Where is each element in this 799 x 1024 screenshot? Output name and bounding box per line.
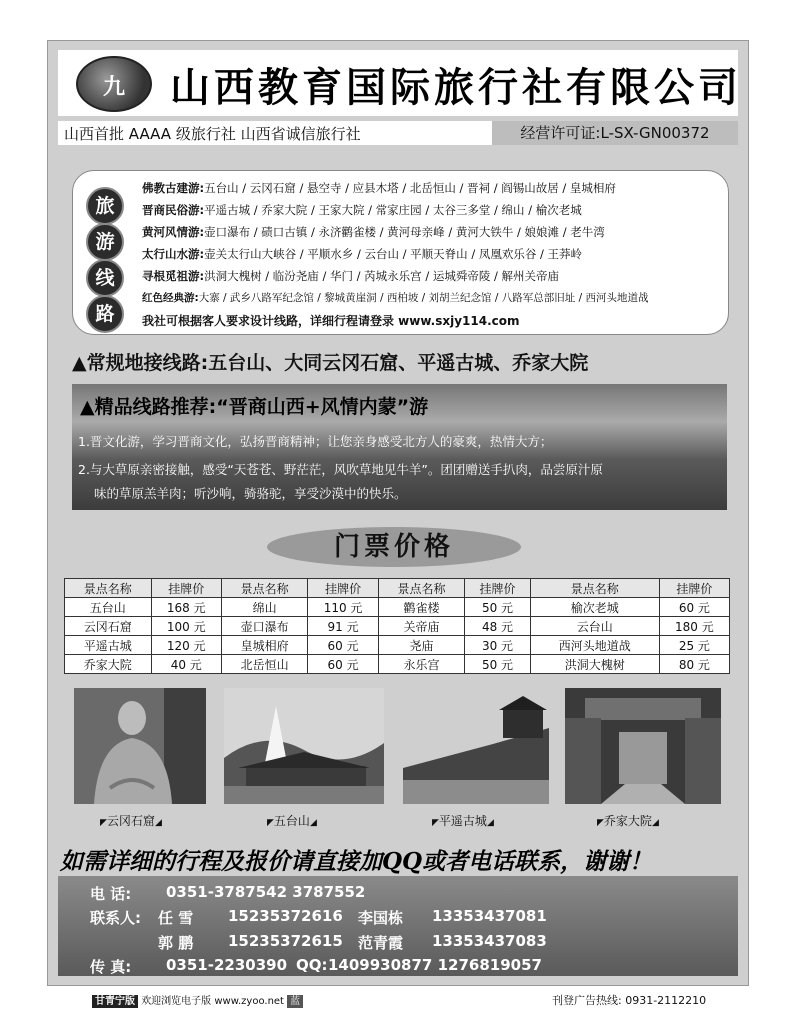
table-cell: 皇城相府 (221, 636, 308, 655)
table-cell: 50 元 (465, 598, 530, 617)
premium-line-2: 2.与大草原亲密接触，感受“天苍苍、野茫茫，风吹草地见牛羊”。团团赠送手扒肉，品尝原汁原 (78, 462, 603, 477)
contact-phone: 13353437083 (432, 932, 547, 950)
table-cell: 鹳雀楼 (378, 598, 465, 617)
contact-person-label: 联系人: (90, 909, 141, 927)
contact-name: 郭 鹏 (158, 934, 194, 952)
white-pagoda-image (224, 688, 384, 804)
photo-qiao-family-compound (565, 688, 721, 804)
logo-text: 九 (102, 74, 125, 100)
table-cell: 25 元 (659, 636, 729, 655)
table-cell: 榆次老城 (530, 598, 659, 617)
qq-label: QQ: (296, 956, 328, 974)
city-wall-image (403, 688, 549, 804)
browse-text: 欢迎浏览电子版 www.zyoo.net (141, 996, 284, 1007)
col-header: 挂牌价 (659, 579, 729, 598)
route-badge-2: 游 (86, 223, 124, 261)
route-note: 我社可根据客人要求设计线路，详细行程请登录 www.sxjy114.com (142, 314, 520, 328)
route-item: 太行山水游:壶关太行山大峡谷 / 平顺水乡 / 云台山 / 平顺天脊山 / 凤凰欢乐谷 / 王莽岭 (142, 247, 583, 261)
license-number: 经营许可证:L-SX-GN00372 (492, 121, 738, 145)
company-name: 山西教育国际旅行社有限公司 (170, 64, 742, 111)
table-cell: 120 元 (151, 636, 221, 655)
tel-value: 0351-3787542 3787552 (166, 883, 366, 901)
table-cell: 60 元 (659, 598, 729, 617)
color-tag: 蓝 (287, 995, 303, 1008)
route-item: 黄河风情游:壶口瀑布 / 碛口古镇 / 永济鹳雀楼 / 黄河母亲峰 / 黄河大铁牛 / 娘娘滩 / 老牛湾 (142, 225, 605, 239)
table-cell: 乔家大院 (65, 655, 152, 674)
col-header: 挂牌价 (465, 579, 530, 598)
ad-hotline: 刊登广告热线: 0931-2112210 (552, 994, 707, 1007)
table-cell: 北岳恒山 (221, 655, 308, 674)
table-cell: 西河头地道战 (530, 636, 659, 655)
route-item: 红色经典游:大寨 / 武乡八路军纪念馆 / 黎城黄崖洞 / 西柏坡 / 刘胡兰纪念馆 / 八路军总部旧址 / 西河头地道战 (142, 292, 649, 304)
contact-panel (58, 876, 738, 976)
col-header: 景点名称 (378, 579, 465, 598)
premium-line-1: 1.晋文化游，学习晋商文化，弘扬晋商精神；让您亲身感受北方人的豪爽，热情大方； (78, 434, 553, 449)
sub-bar (58, 121, 738, 145)
caption-wutai: ◤ 五台山 ◢ (267, 812, 317, 829)
table-row (65, 617, 730, 636)
table-cell: 100 元 (151, 617, 221, 636)
contact-phone: 15235372615 (228, 932, 343, 950)
table-cell: 48 元 (465, 617, 530, 636)
table-cell: 60 元 (308, 636, 378, 655)
table-cell: 五台山 (65, 598, 152, 617)
route-badge-3: 线 (86, 259, 124, 297)
table-cell: 关帝庙 (378, 617, 465, 636)
premium-line-3: 味的草原羔羊肉；听沙响，骑骆驼，享受沙漠中的快乐。 (94, 486, 407, 501)
table-cell: 91 元 (308, 617, 378, 636)
company-logo (76, 56, 152, 112)
route-badge-4: 路 (86, 295, 124, 333)
table-header-row (65, 579, 730, 598)
tour-routes-panel (72, 170, 729, 335)
photo-pingyao-ancient-city (403, 688, 549, 804)
contact-name: 李国栋 (358, 909, 404, 927)
qq-value: 1409930877 1276819057 (328, 956, 542, 974)
table-cell: 40 元 (151, 655, 221, 674)
company-credentials: 山西首批 AAAA 级旅行社 山西省诚信旅行社 (64, 125, 361, 143)
caption-pingyao: ◤ 平遥古城 ◢ (432, 812, 494, 829)
col-header: 挂牌价 (151, 579, 221, 598)
table-cell: 尧庙 (378, 636, 465, 655)
footer-left (92, 992, 303, 1007)
table-row (65, 598, 730, 617)
col-header: 景点名称 (221, 579, 308, 598)
regular-routes: ▲常规地接线路:五台山、大同云冈石窟、平遥古城、乔家大院 (72, 352, 589, 374)
ticket-price-title: 门票价格 (267, 527, 521, 567)
table-cell: 110 元 (308, 598, 378, 617)
premium-route-banner (72, 384, 727, 510)
col-header: 景点名称 (530, 579, 659, 598)
table-cell: 80 元 (659, 655, 729, 674)
table-cell: 壶口瀑布 (221, 617, 308, 636)
route-badge-1: 旅 (86, 187, 124, 225)
fax-value: 0351-2230390 (166, 956, 288, 974)
ticket-price-table (64, 578, 730, 674)
table-cell: 云台山 (530, 617, 659, 636)
table-row (65, 636, 730, 655)
table-cell: 永乐宫 (378, 655, 465, 674)
route-item: 佛教古建游:五台山 / 云冈石窟 / 悬空寺 / 应县木塔 / 北岳恒山 / 晋祠 / 阎锡山故居 / 皇城相府 (142, 181, 616, 195)
edition-tag: 甘青宁版 (92, 995, 138, 1008)
col-header: 挂牌价 (308, 579, 378, 598)
contact-slogan: 如需详细的行程及报价请直接加QQ或者电话联系，谢谢！ (60, 848, 653, 875)
table-cell: 平遥古城 (65, 636, 152, 655)
tel-label: 电 话: (90, 885, 132, 903)
caption-yungang: ◤ 云冈石窟 ◢ (100, 812, 162, 829)
table-cell: 180 元 (659, 617, 729, 636)
table-cell: 30 元 (465, 636, 530, 655)
route-item: 晋商民俗游:平遥古城 / 乔家大院 / 王家大院 / 常家庄园 / 太谷三多堂 / 绵山 / 榆次老城 (142, 203, 582, 217)
header (58, 50, 742, 116)
buddha-statue-image (74, 688, 206, 804)
route-item: 寻根觅祖游:洪洞大槐树 / 临汾尧庙 / 华门 / 芮城永乐宫 / 运城舜帝陵 / 解州关帝庙 (142, 269, 560, 283)
contact-name: 范青霞 (358, 934, 404, 952)
table-cell: 168 元 (151, 598, 221, 617)
photo-yungang-grottoes (74, 688, 206, 804)
contact-phone: 15235372616 (228, 907, 343, 925)
table-cell: 绵山 (221, 598, 308, 617)
contact-phone: 13353437081 (432, 907, 547, 925)
premium-title: ▲精品线路推荐:“晋商山西+风情内蒙”游 (80, 396, 429, 418)
table-cell: 云冈石窟 (65, 617, 152, 636)
table-cell: 50 元 (465, 655, 530, 674)
col-header: 景点名称 (65, 579, 152, 598)
table-cell: 60 元 (308, 655, 378, 674)
photo-wutai-mountain (224, 688, 384, 804)
caption-qiao: ◤ 乔家大院 ◢ (597, 812, 659, 829)
courtyard-image (565, 688, 721, 804)
table-row (65, 655, 730, 674)
table-cell: 洪洞大槐树 (530, 655, 659, 674)
contact-name: 任 雪 (158, 909, 194, 927)
fax-label: 传 真: (90, 958, 132, 976)
